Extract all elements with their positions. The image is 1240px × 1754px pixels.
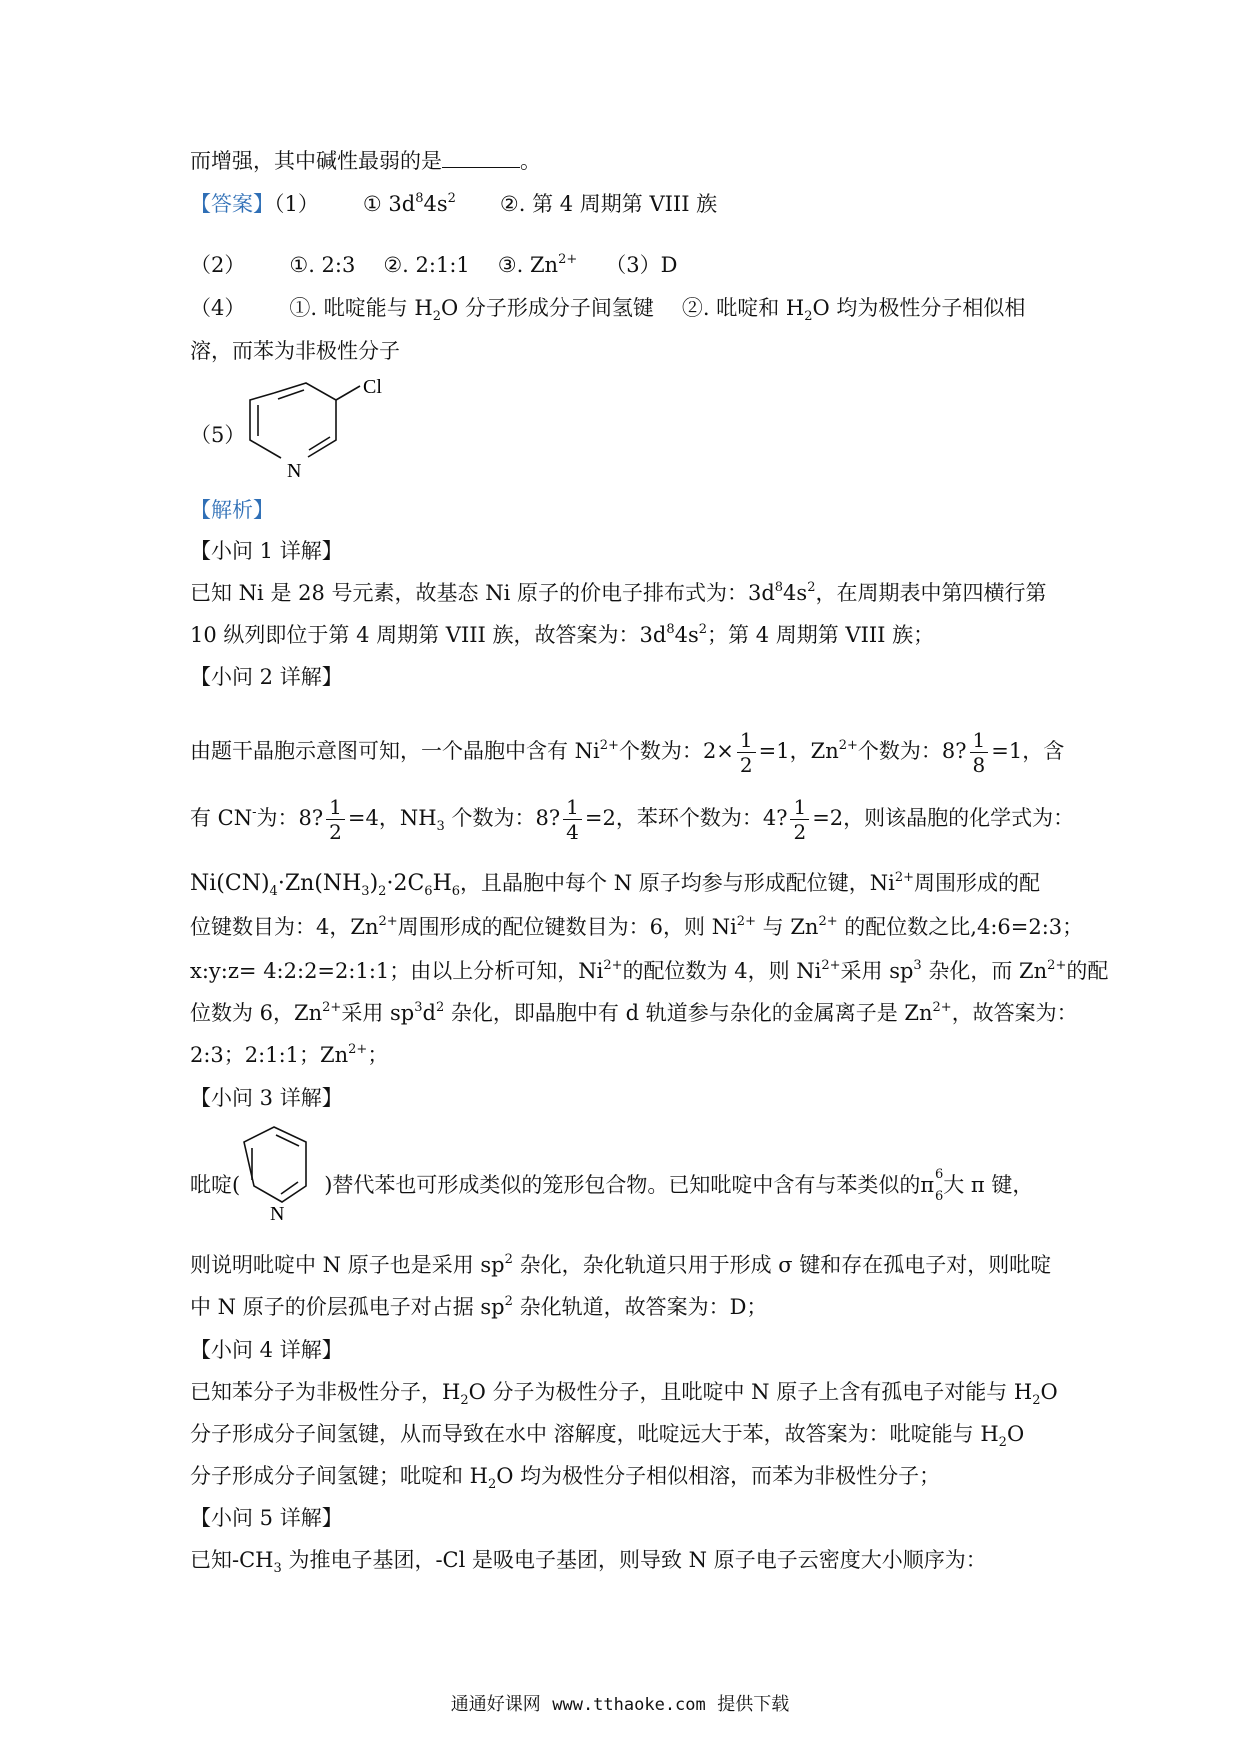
sup: 2 <box>504 1252 513 1267</box>
answer-line-4b <box>190 336 1060 366</box>
footer-url: www.tthaoke.com <box>552 1695 706 1715</box>
text: 杂化，即晶胞中有 d 轨道参与杂化的金属离子是 Zn <box>444 1001 933 1025</box>
text: 采用 sp <box>341 1001 415 1025</box>
sup: 2+ <box>932 1000 952 1015</box>
analysis-label: 【解析】 <box>190 498 274 522</box>
text-line <box>190 578 1060 608</box>
sub: 2 <box>488 1477 497 1492</box>
sup: 2+ <box>1047 958 1067 973</box>
page-footer <box>0 1690 1240 1716</box>
text: O 均为极性分子相似相 <box>812 296 1026 320</box>
text: ；第 4 周期第 VIII 族； <box>707 623 935 647</box>
text: 4s <box>674 623 699 647</box>
fraction: $\frac{1}{8}$ <box>970 728 989 777</box>
text-line <box>190 620 1060 650</box>
text: 分子形成分子间氢键，从而导致在水中 溶解度，吡啶远大于苯，故答案为：吡啶能与 H <box>190 1422 999 1446</box>
text: 【小问 1 详解】 <box>190 539 343 563</box>
sub: 3 <box>436 819 445 834</box>
text: ②. 2:1:1 <box>383 253 470 277</box>
sub: 2 <box>804 309 813 324</box>
text: 个数为： <box>444 806 536 830</box>
text: ，且晶胞中每个 N 原子均参与形成配位键，Ni <box>460 871 895 895</box>
nitrogen-label: N <box>287 460 302 482</box>
text: O <box>1006 1422 1025 1446</box>
sup: - <box>252 805 257 820</box>
text: ，故答案为： <box>951 1001 1078 1025</box>
text: 与 Zn <box>755 915 819 939</box>
answer-line-2 <box>190 250 1060 280</box>
text: ①. 吡啶能与 H <box>289 296 433 320</box>
sub: 3 <box>273 1561 282 1576</box>
text: d <box>422 1001 436 1025</box>
text: （4） <box>190 296 246 320</box>
chloropyridine-structure <box>236 376 382 482</box>
sup: 2+ <box>818 914 838 929</box>
section-heading <box>190 1083 1060 1113</box>
text: x:y:z= 4:2:2=2:1:1；由以上分析可知，Ni <box>190 959 604 983</box>
text: 4s <box>783 581 808 605</box>
text: 的配 <box>1066 959 1109 983</box>
text: )替代苯也可形成类似的笼形包合物。已知吡啶中含有与苯类似的 <box>324 1173 921 1197</box>
sup: 2 <box>504 1294 513 1309</box>
footer-site: 通通好课网 <box>450 1694 541 1715</box>
sup: 2+ <box>894 870 915 885</box>
text: 则说明吡啶中 N 原子也是采用 sp <box>190 1253 505 1277</box>
sup: 2 <box>807 580 816 595</box>
text: 【小问 5 详解】 <box>190 1506 343 1530</box>
sub: 2 <box>998 1435 1007 1450</box>
text: （5） <box>190 423 246 447</box>
sup: 2+ <box>603 958 623 973</box>
text: O 分子形成分子间氢键 <box>441 296 654 320</box>
fraction: $\frac{1}{4}$ <box>563 795 582 844</box>
text: 的配位数之比,4:6=2:3； <box>837 915 1084 939</box>
text-line <box>190 1377 1060 1407</box>
text: 8? <box>298 806 324 830</box>
text: 。 <box>520 149 541 173</box>
text-line <box>190 1545 1060 1575</box>
text: =1，含 <box>991 739 1065 763</box>
sup: 2+ <box>348 1042 368 1057</box>
text: 吡啶( <box>190 1173 241 1197</box>
text: 2:3；2:1:1；Zn <box>190 1043 349 1067</box>
text: 8? <box>941 739 967 763</box>
text-line <box>190 1419 1060 1449</box>
text: 位数为 6，Zn <box>190 1001 323 1025</box>
text: 杂化轨道，故答案为：D； <box>512 1295 768 1319</box>
text: 采用 sp <box>840 959 914 983</box>
section-heading <box>190 662 1060 692</box>
text: 10 纵列即位于第 4 周期第 VIII 族，故答案为：3d <box>190 623 667 647</box>
text: 溶，而苯为非极性分子 <box>190 339 400 363</box>
text-line <box>190 956 1109 986</box>
text-line <box>190 1040 1060 1070</box>
sup: 2+ <box>322 1000 342 1015</box>
text-line <box>190 146 1060 176</box>
text: 已知 Ni 是 28 号元素，故基态 Ni 原子的价电子排布式为：3d <box>190 581 775 605</box>
text: =4，NH <box>347 806 437 830</box>
pi-bond-symbol: π 6 6 <box>920 1167 944 1204</box>
sup: 2 <box>447 191 456 206</box>
sup: 2+ <box>821 958 841 973</box>
text: 中 N 原子的价层孤电子对占据 sp <box>190 1295 505 1319</box>
sup: 2+ <box>558 252 578 267</box>
sub: 2 <box>460 1393 469 1408</box>
text: ③. Zn <box>497 253 559 277</box>
pyridine-structure <box>240 1122 320 1224</box>
text: 个数为： <box>857 739 942 763</box>
text: ① 3d <box>362 192 416 216</box>
text: 8? <box>535 806 561 830</box>
sup: 2 <box>435 1000 445 1015</box>
text: 周围形成的配 <box>914 871 1041 895</box>
answer-line-4 <box>190 293 1060 323</box>
section-heading <box>190 536 1060 566</box>
text-line <box>190 1250 1060 1280</box>
text: 【小问 4 详解】 <box>190 1338 343 1362</box>
sup: 3 <box>414 1000 423 1015</box>
answer-label: 【答案】 <box>190 192 274 216</box>
text: =1，Zn <box>758 739 839 763</box>
text: 而增强，其中碱性最弱的是 <box>190 149 442 173</box>
text: 周围形成的配位键数目为：6，则 Ni <box>397 915 737 939</box>
text-line <box>190 868 1060 899</box>
fraction: $\frac{1}{2}$ <box>737 728 756 777</box>
text: 的配位数为 4，则 Ni <box>622 959 822 983</box>
text: O <box>1040 1380 1058 1404</box>
answer-line-1 <box>190 189 1060 219</box>
answer-blank <box>442 147 520 168</box>
text-line <box>190 795 1075 844</box>
text: 为： <box>256 806 299 830</box>
text: （3）D <box>605 253 678 277</box>
text: O 均为极性分子相似相溶，而苯为非极性分子； <box>496 1464 941 1488</box>
sup: 2+ <box>599 738 619 753</box>
text-line <box>190 1167 1060 1204</box>
nitrogen-label: N <box>270 1203 285 1225</box>
fraction: $\frac{1}{2}$ <box>790 795 809 844</box>
sup: 2 <box>698 622 708 637</box>
text: 4? <box>762 806 788 830</box>
text: ②. 吡啶和 H <box>681 296 805 320</box>
chemical-formula: $Ni(CN)_4\cdot Zn(NH_3)_2\cdot 2C_6H_6$ <box>190 871 461 899</box>
text: 2× <box>702 739 734 763</box>
text: 杂化，杂化轨道只用于形成 σ 键和存在孤电子对，则吡啶 <box>512 1253 1052 1277</box>
text: O 分子为极性分子，且吡啶中 N 原子上含有孤电子对能与 H <box>468 1380 1033 1404</box>
footer-suffix: 提供下载 <box>717 1694 790 1715</box>
text: 4s <box>423 192 448 216</box>
sup: 8 <box>415 191 424 206</box>
text: （1） <box>274 192 319 216</box>
analysis-label-line <box>190 495 1060 525</box>
text: ②. 第 4 周期第 VIII 族 <box>499 192 718 216</box>
text: 位键数目为：4，Zn <box>190 915 379 939</box>
text: ，在周期表中第四横行第 <box>815 581 1047 605</box>
section-heading <box>190 1335 1060 1365</box>
sup: 2+ <box>736 914 756 929</box>
sup: 3 <box>913 958 922 973</box>
text: 杂化，而 Zn <box>921 959 1048 983</box>
sub: 2 <box>432 309 441 324</box>
sup: 8 <box>666 622 675 637</box>
text: 大 π 键， <box>943 1173 1034 1197</box>
fraction: $\frac{1}{2}$ <box>326 795 345 844</box>
text: ①. 2:3 <box>289 253 356 277</box>
text: =2，则该晶胞的化学式为： <box>812 806 1075 830</box>
text: ； <box>367 1043 389 1067</box>
text: 为推电子基团，-Cl 是吸电子基团，则导致 N 原子电子云密度大小顺序为： <box>281 1548 987 1572</box>
text-line <box>190 728 1065 777</box>
text-line <box>190 912 1084 942</box>
text: 已知苯分子为非极性分子，H <box>190 1380 461 1404</box>
text: =2，苯环个数为： <box>584 806 763 830</box>
text: 分子形成分子间氢键；吡啶和 H <box>190 1464 488 1488</box>
text-line <box>190 1292 1060 1322</box>
text: （2） <box>190 253 246 277</box>
sup: 2+ <box>838 738 858 753</box>
sub: 2 <box>1032 1393 1041 1408</box>
text: 由题干晶胞示意图可知，一个晶胞中含有 Ni <box>190 739 600 763</box>
text-line <box>190 1461 1060 1491</box>
chlorine-label: Cl <box>363 376 382 398</box>
text: 已知-CH <box>190 1548 274 1572</box>
text: 【小问 2 详解】 <box>190 665 343 689</box>
text: 【小问 3 详解】 <box>190 1086 343 1110</box>
section-heading <box>190 1503 1060 1533</box>
text: 个数为： <box>618 739 703 763</box>
sup: 2+ <box>378 914 398 929</box>
text-line <box>190 998 1078 1028</box>
text: 有 CN <box>190 806 253 830</box>
sup: 8 <box>774 580 784 595</box>
